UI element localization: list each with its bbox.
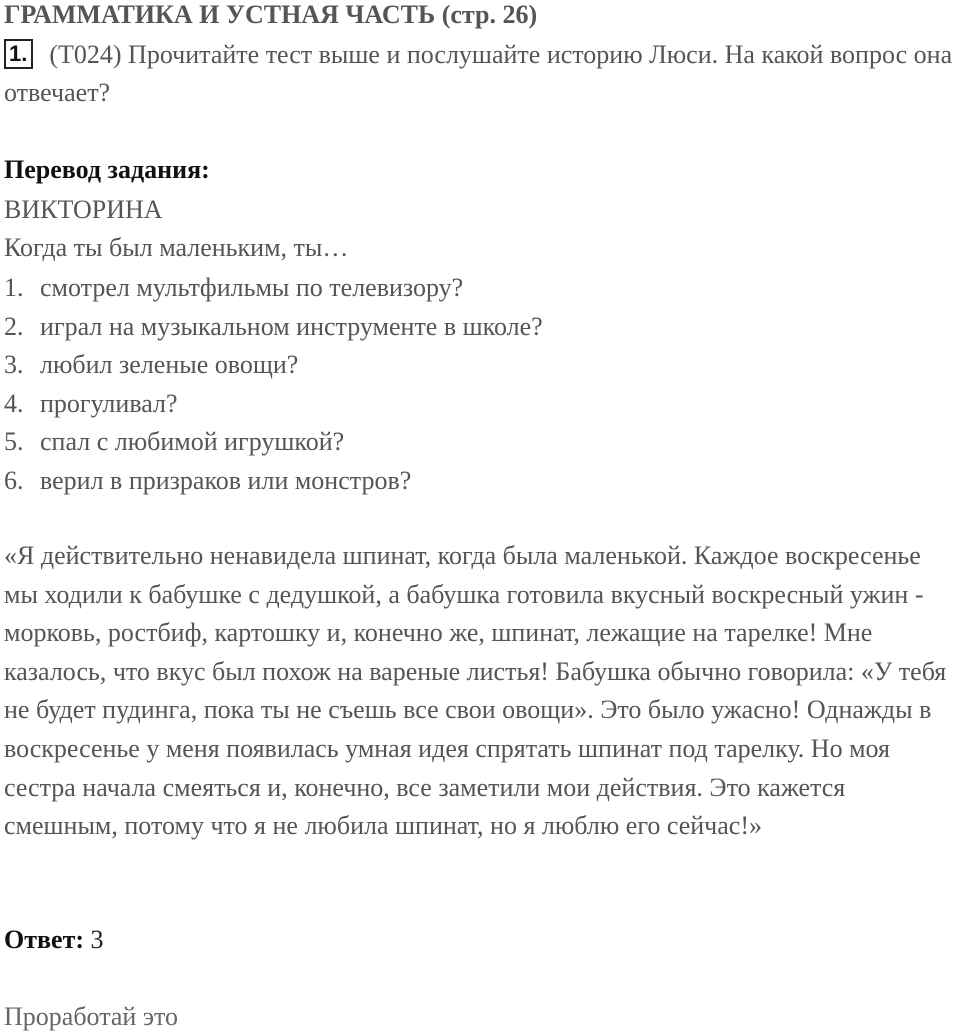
- list-item-number: 2.: [4, 311, 24, 341]
- task-text: (T024) Прочитайте тест выше и послушайте историю Люси. На какой вопрос она отвечает?: [4, 40, 953, 107]
- list-item: [4, 423, 543, 462]
- list-item-number: 1.: [4, 273, 24, 302]
- story-paragraph: «Я действительно ненавидела шпинат, когда была маленькой. Каждое воскресенье мы ходили к бабушке с дедушкой, а бабушка готовила вкусный воскресный ужин - морковь, ростбиф, картошку и, конечно же, шпинат, лежащие на тарелке! Мне казалось, что вкус был похож на вареные листья! Бабушка обычно говорила: «У тебя не будет пудинга, пока ты не съешь все свои овощи». Это было ужасно! Однажды в воскресенье у меня появилась умная идея спрятать шпинат под тарелку. Но моя сестра начала смеяться и, конечно, все заметили мои действия. Это кажется смешным, потому что я не любила шпинат, но я люблю его сейчас!»: [4, 541, 947, 841]
- list-item-text: любил зеленые овощи?: [40, 350, 299, 379]
- task-block: [4, 36, 954, 112]
- translation-title: Перевод задания:: [4, 155, 210, 184]
- page-heading: ГРАММАТИКА И УСТНАЯ ЧАСТЬ (стр. 26): [4, 0, 538, 29]
- list-item-text: смотрел мультфильмы по телевизору?: [40, 273, 464, 302]
- list-item-number: 5.: [4, 427, 24, 456]
- list-item: [4, 462, 543, 501]
- quiz-list: [4, 269, 543, 500]
- list-item-number: 3.: [4, 350, 24, 379]
- answer-block: [4, 923, 104, 957]
- list-item-text: играл на музыкальном инструменте в школе?: [40, 311, 543, 341]
- quiz-title: ВИКТОРИНА: [4, 195, 163, 224]
- quiz-intro: Когда ты был маленьким, ты…: [4, 233, 349, 262]
- list-item: [4, 346, 543, 385]
- task-number-badge: 1.: [4, 39, 33, 69]
- answer-label: Ответ:: [4, 925, 85, 954]
- list-item-text: прогуливал?: [40, 388, 178, 418]
- list-item-number: 4.: [4, 388, 24, 418]
- practice-link[interactable]: Проработай это: [4, 1002, 179, 1031]
- list-item: [4, 385, 543, 424]
- list-item-text: верил в призраков или монстров?: [40, 465, 412, 495]
- list-item-text: спал с любимой игрушкой?: [40, 427, 345, 456]
- answer-value: 3: [90, 925, 104, 954]
- list-item: [4, 308, 543, 347]
- list-item: [4, 269, 543, 308]
- list-item-number: 6.: [4, 465, 24, 495]
